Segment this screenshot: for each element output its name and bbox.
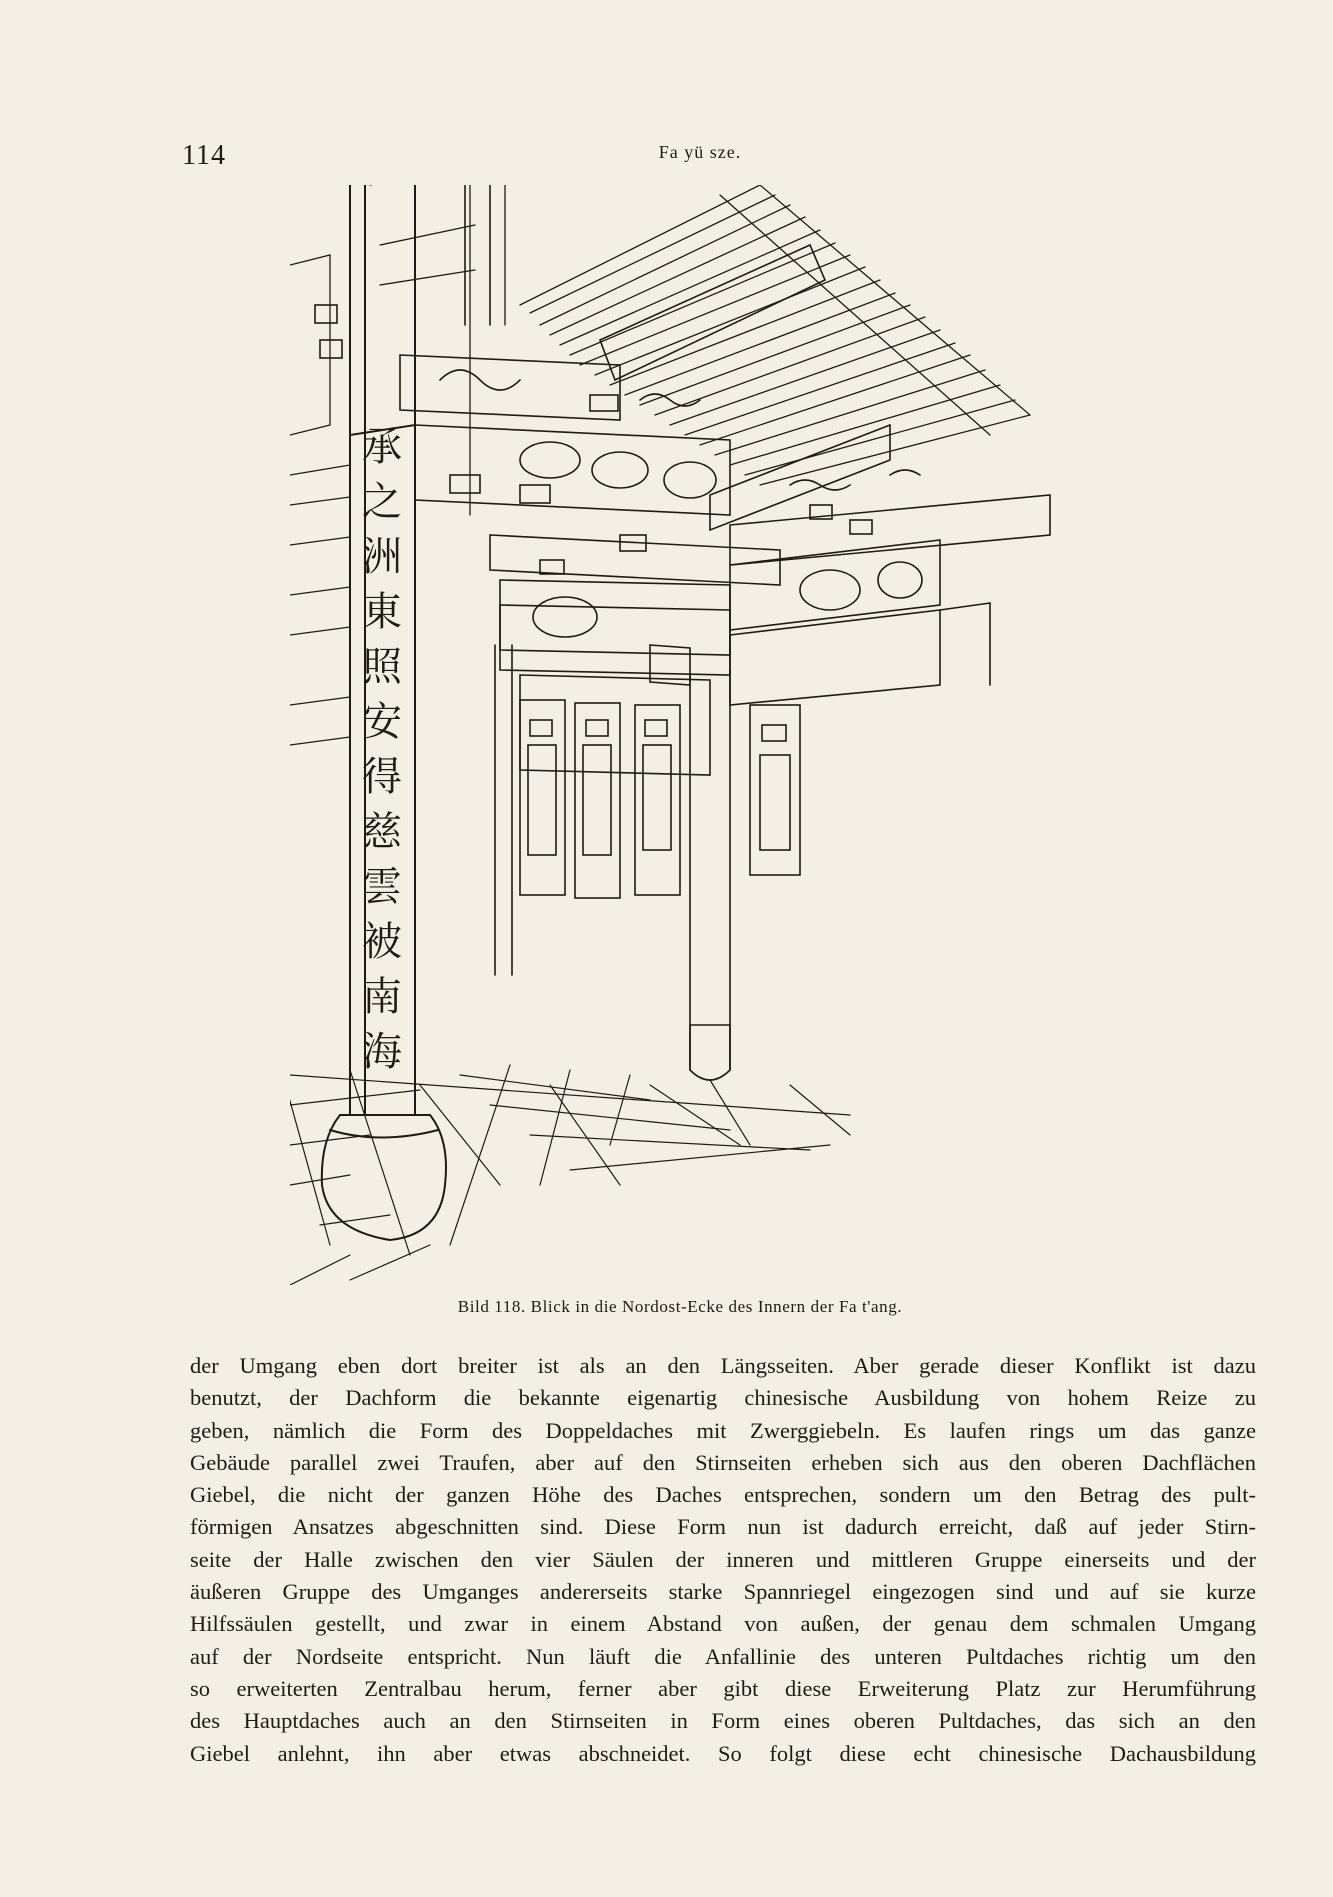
inscription-char: 海: [362, 1029, 402, 1075]
figure-caption: Bild 118. Blick in die Nordost-Ecke des Innern der Fa t'ang.: [457, 1297, 903, 1316]
inscription-char: 洲: [362, 534, 402, 580]
inscription-char: 慈: [362, 809, 402, 855]
page-number: 114: [182, 140, 226, 171]
running-title: Fa yü sze.: [658, 142, 742, 162]
inscription-char: 安: [362, 699, 402, 745]
inscription-char: 雲: [362, 864, 402, 910]
inscription-char: 承: [362, 424, 402, 470]
body-line: Gebäude parallel zwei Traufen, aber auf den Stirnseiten erheben sich aus den oberen Dachflächen: [190, 1449, 1256, 1475]
inscription-char: 之: [362, 479, 402, 525]
body-line: benutzt, der Dachform die bekannte eigenartig chinesische Ausbildung von hohem Reize zu: [190, 1385, 1256, 1411]
body-line: Giebel anlehnt, ihn aber etwas abschneidet. So folgt diese echt chinesische Dachausbildung: [190, 1740, 1256, 1766]
inscription-char: 南: [362, 974, 402, 1020]
hanging-scroll-panels: [520, 700, 800, 898]
inscription-char: 照: [362, 644, 402, 690]
inscription-char: 得: [362, 754, 402, 800]
inscription-char: 東: [362, 589, 402, 635]
body-line: so erweiterten Zentralbau herum, ferner aber gibt diese Erweiterung Platz zur Herumführung: [190, 1675, 1256, 1701]
tiled-floor: [290, 1065, 850, 1285]
inscription-char: 被: [362, 919, 402, 965]
body-line: auf der Nordseite entspricht. Nun läuft die Anfallinie des unteren Pultdaches richtig um den: [190, 1643, 1256, 1669]
figure-illustration: [290, 185, 1060, 1285]
body-line: geben, nämlich die Form des Doppeldaches mit Zwerggiebeln. Es laufen rings um das ganze: [190, 1417, 1256, 1443]
body-line: seite der Halle zwischen den vier Säulen der inneren und mittleren Gruppe einerseits und der: [190, 1546, 1256, 1572]
body-line: Giebel, die nicht der ganzen Höhe des Daches entsprechen, sondern um den Betrag des pult-: [190, 1482, 1256, 1508]
body-line: förmigen Ansatzes abgeschnitten sind. Diese Form nun ist dadurch erreicht, daß auf jeder Stirn-: [190, 1514, 1256, 1540]
temple-interior-drawing: [290, 185, 1060, 1285]
body-line: Hilfssäulen gestellt, und zwar in einem Abstand von außen, der genau dem schmalen Umgang: [190, 1611, 1256, 1637]
body-line: äußeren Gruppe des Umganges andererseits starke Spannriegel eingezogen sind und auf sie kurze: [190, 1579, 1256, 1605]
body-text: [190, 1350, 1256, 1770]
body-line: des Hauptdaches auch an den Stirnseiten in Form eines oberen Pultdaches, das sich an den: [190, 1708, 1256, 1734]
ceiling-rafters: [520, 185, 1030, 485]
pillar-inscription: [362, 424, 403, 1075]
body-line: der Umgang eben dort breiter ist als an den Längsseiten. Aber gerade dieser Konflikt ist dazu: [190, 1353, 1256, 1378]
